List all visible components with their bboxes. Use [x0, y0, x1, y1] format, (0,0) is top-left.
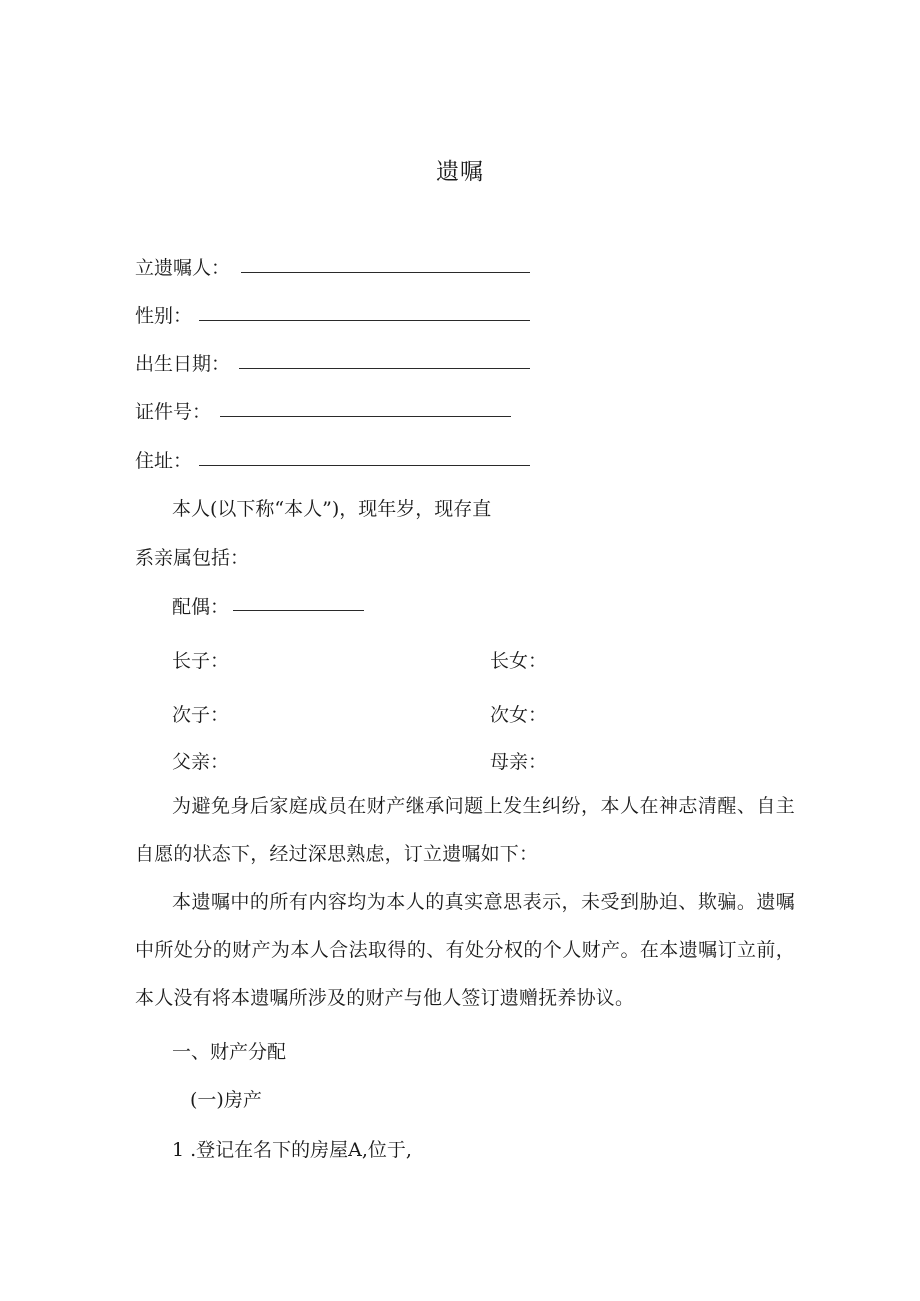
address-label: 住址：	[135, 450, 193, 472]
intro-line-2: 系亲属包括：	[135, 547, 250, 569]
eldest-son-label: 长子：	[172, 650, 230, 672]
subsection-heading-real-estate: (一)房产	[190, 1089, 262, 1111]
section-heading-property: 一、财产分配	[172, 1041, 287, 1063]
gender-label: 性别：	[135, 305, 193, 327]
item-house-a: 1 .登记在名下的房屋A,位于,	[172, 1139, 412, 1161]
id-number-label: 证件号：	[135, 401, 212, 423]
second-son-label: 次子：	[172, 704, 230, 726]
father-label: 父亲：	[172, 751, 230, 773]
spouse-blank-line[interactable]	[233, 610, 364, 611]
document-title: 遗嘱	[436, 159, 484, 185]
spouse-label: 配偶：	[172, 596, 230, 618]
paragraph-intent: 为避免身后家庭成员在财产继承问题上发生纠纷，本人在神志清醒、自主自愿的状态下，经过深思熟虑，订立遗嘱如下：	[135, 795, 795, 865]
id-number-blank-line[interactable]	[220, 416, 511, 417]
testator-label: 立遗嘱人：	[135, 257, 231, 279]
eldest-daughter-label: 长女：	[490, 650, 548, 672]
address-blank-line[interactable]	[199, 465, 530, 466]
second-daughter-label: 次女：	[490, 704, 548, 726]
testator-blank-line[interactable]	[241, 272, 530, 273]
intro-line-1: 本人(以下称“本人”)，现年岁，现存直	[172, 498, 492, 520]
paragraph-declaration: 本遗嘱中的所有内容均为本人的真实意思表示，未受到胁迫、欺骗。遗嘱中所处分的财产为本人合法取得的、有处分权的个人财产。在本遗嘱订立前，本人没有将本遗嘱所涉及的财产与他人签订遗赠抚养协议。	[135, 891, 795, 1009]
gender-blank-line[interactable]	[199, 320, 530, 321]
birth-date-label: 出生日期：	[135, 353, 231, 375]
birth-date-blank-line[interactable]	[239, 368, 530, 369]
mother-label: 母亲：	[490, 751, 548, 773]
